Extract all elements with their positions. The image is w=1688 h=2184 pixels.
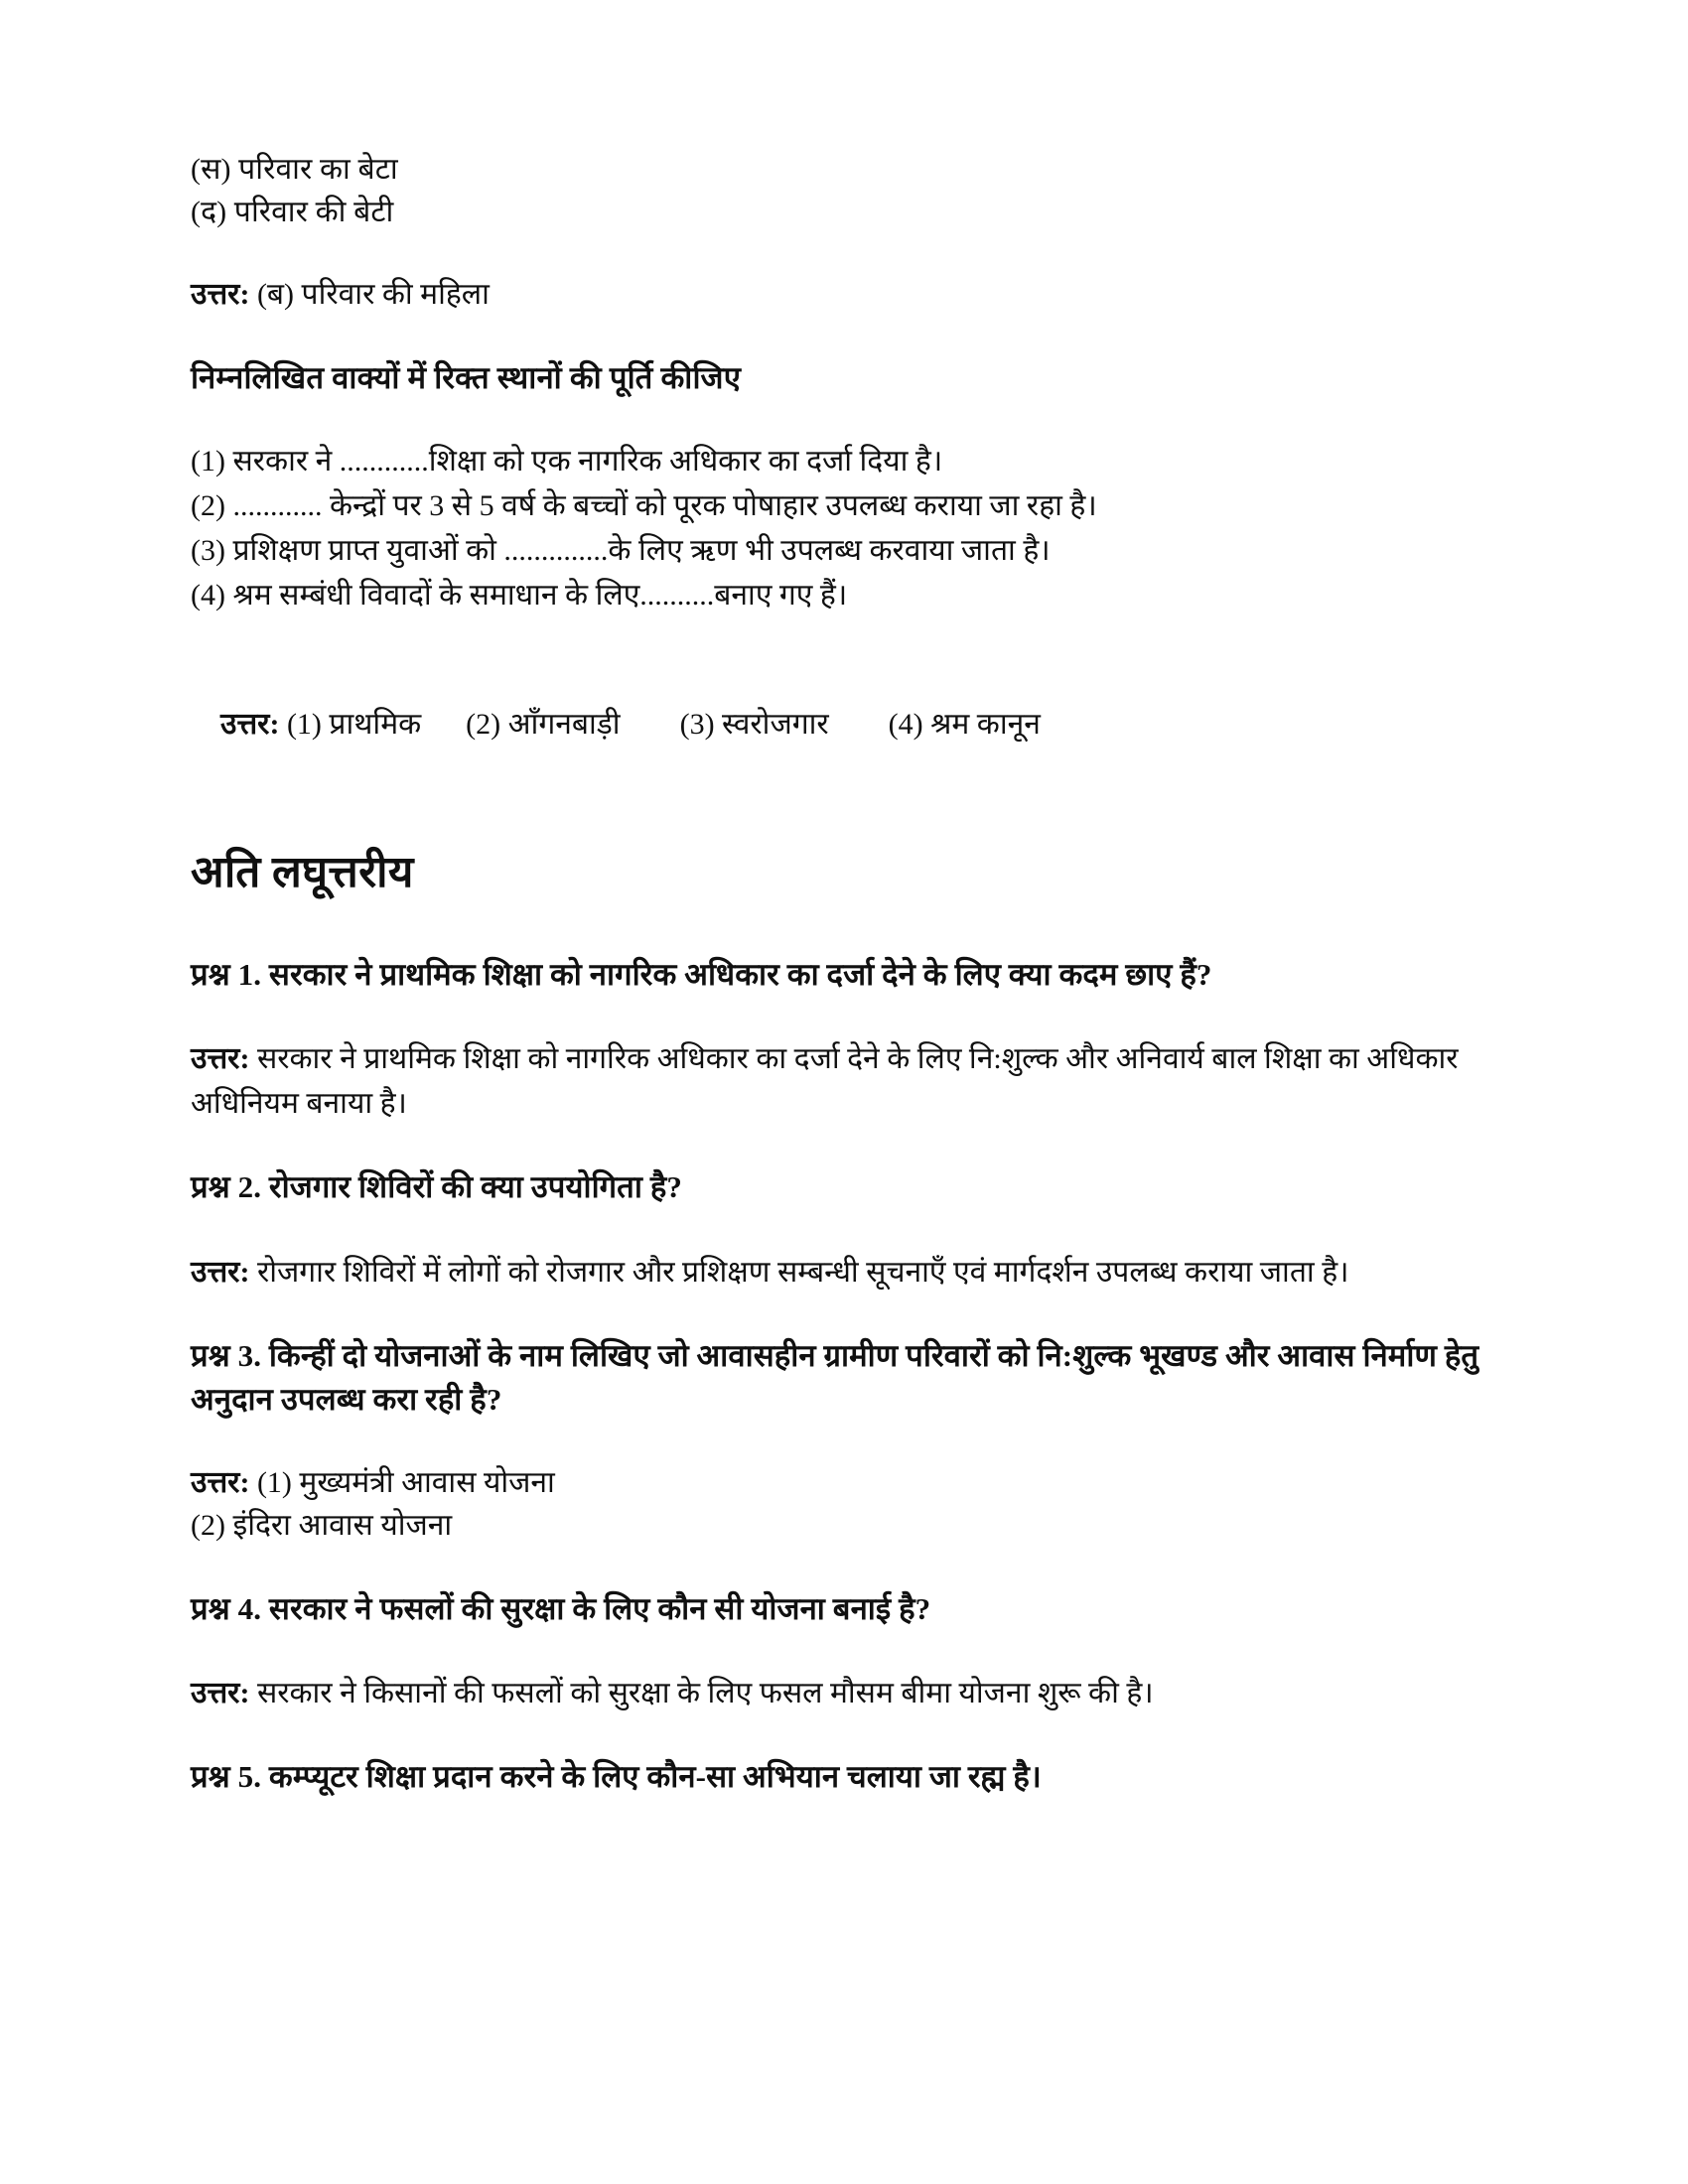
option-item-sa: (स) परिवार का बेटा [191,153,398,186]
question-1: प्रश्न 1. सरकार ने प्राथमिक शिक्षा को नागरिक अधिकार का दर्जा देने के लिए क्या कदम छाए हैं? [191,957,1212,993]
spacer [191,1295,1489,1334]
question-3: प्रश्न 3. किन्हीं दो योजनाओं के नाम लिखिए जो आवासहीन ग्रामीण परिवारों को नि:शुल्क भूखण्ड और आवास निर्माण हेतु अनुदान उपलब्ध करा रही है? [191,1337,1479,1417]
spacer [191,233,1489,273]
fill-blanks-answers: (1) प्राथमिक (2) आँगनबाड़ी (3) स्वरोजगार (4) श्रम कानून [279,708,1041,742]
fill-blanks-answer-row [191,657,1489,791]
answer-label: उत्तर: [191,278,250,312]
answer-text: रोजगार शिविरों में लोगों को रोजगार और प्रशिक्षण सम्बन्धी सूचनाएँ एवं मार्गदर्शन उपलब्ध कराया जाता है। [249,1255,1349,1289]
question-5: प्रश्न 5. कम्प्यूटर शिक्षा प्रदान करने के लिए कौन-सा अभियान चलाया जा रह्म है। [191,1758,1042,1794]
short-answer-section-heading: अति लघूत्तरीय [191,848,414,897]
answer-text: (1) मुख्यमंत्री आवास योजना [249,1465,555,1499]
option-item-da: (द) परिवार की बेटी [191,195,394,228]
fill-blank-item-4: (4) श्रम सम्बंधी विवादों के समाधान के लिए..........बनाए गए हैं। [191,579,848,613]
spacer [191,997,1489,1036]
answer-4 [191,1671,1481,1715]
answer-label: उत्तर: [191,1042,250,1076]
spacer [191,791,1489,843]
answer-3 [191,1461,1489,1505]
mcq-answer [191,273,1489,317]
answer-1 [191,1036,1481,1126]
question-4: प्रश्न 4. सरकार ने फसलों की सुरक्षा के लिए कौन सी योजना बनाई है? [191,1590,931,1626]
spacer [191,1548,1489,1587]
spacer [191,1631,1489,1671]
answer-label: उत्तर: [191,1255,250,1289]
fill-blank-item-2: (2) ............ केन्द्रों पर 3 से 5 वर्ष के बच्चों को पूरक पोषाहार उपलब्ध कराया जा रहा है। [191,489,1097,523]
spacer [191,1126,1489,1165]
answer-label: उत्तर: [191,1465,250,1499]
spacer [191,1422,1489,1461]
question-2: प्रश्न 2. रोजगार शिविरों की क्या उपयोगिता है? [191,1169,682,1205]
fill-blank-item-3: (3) प्रशिक्षण प्राप्त युवाओं को ..............के लिए ऋण भी उपलब्ध करवाया जाता है। [191,534,1051,568]
answer-text: सरकार ने किसानों की फसलों को सुरक्षा के लिए फसल मौसम बीमा योजना शुरू की है। [249,1676,1154,1709]
answer-text: (ब) परिवार की महिला [249,278,490,312]
spacer [191,901,1489,953]
fill-blank-item-1: (1) सरकार ने ............शिक्षा को एक नागरिक अधिकार का दर्जा दिया है। [191,445,943,478]
answer-label: उत्तर: [220,708,280,742]
spacer [191,1715,1489,1755]
spacer [191,399,1489,439]
spacer [191,617,1489,657]
answer-label: उत्तर: [191,1676,250,1709]
answer-text: सरकार ने प्राथमिक शिक्षा को नागरिक अधिकार का दर्जा देने के लिए नि:शुल्क और अनिवार्य बाल शिक्षा का अधिकार अधिनियम बनाया है। [191,1042,1459,1121]
spacer [191,317,1489,356]
answer-3-line-2: (2) इंदिरा आवास योजना [191,1509,453,1543]
spacer [191,1210,1489,1250]
fill-blanks-heading: निम्नलिखित वाक्यों में रिक्त स्थानों की पूर्ति कीजिए [191,359,742,395]
answer-2 [191,1250,1481,1295]
